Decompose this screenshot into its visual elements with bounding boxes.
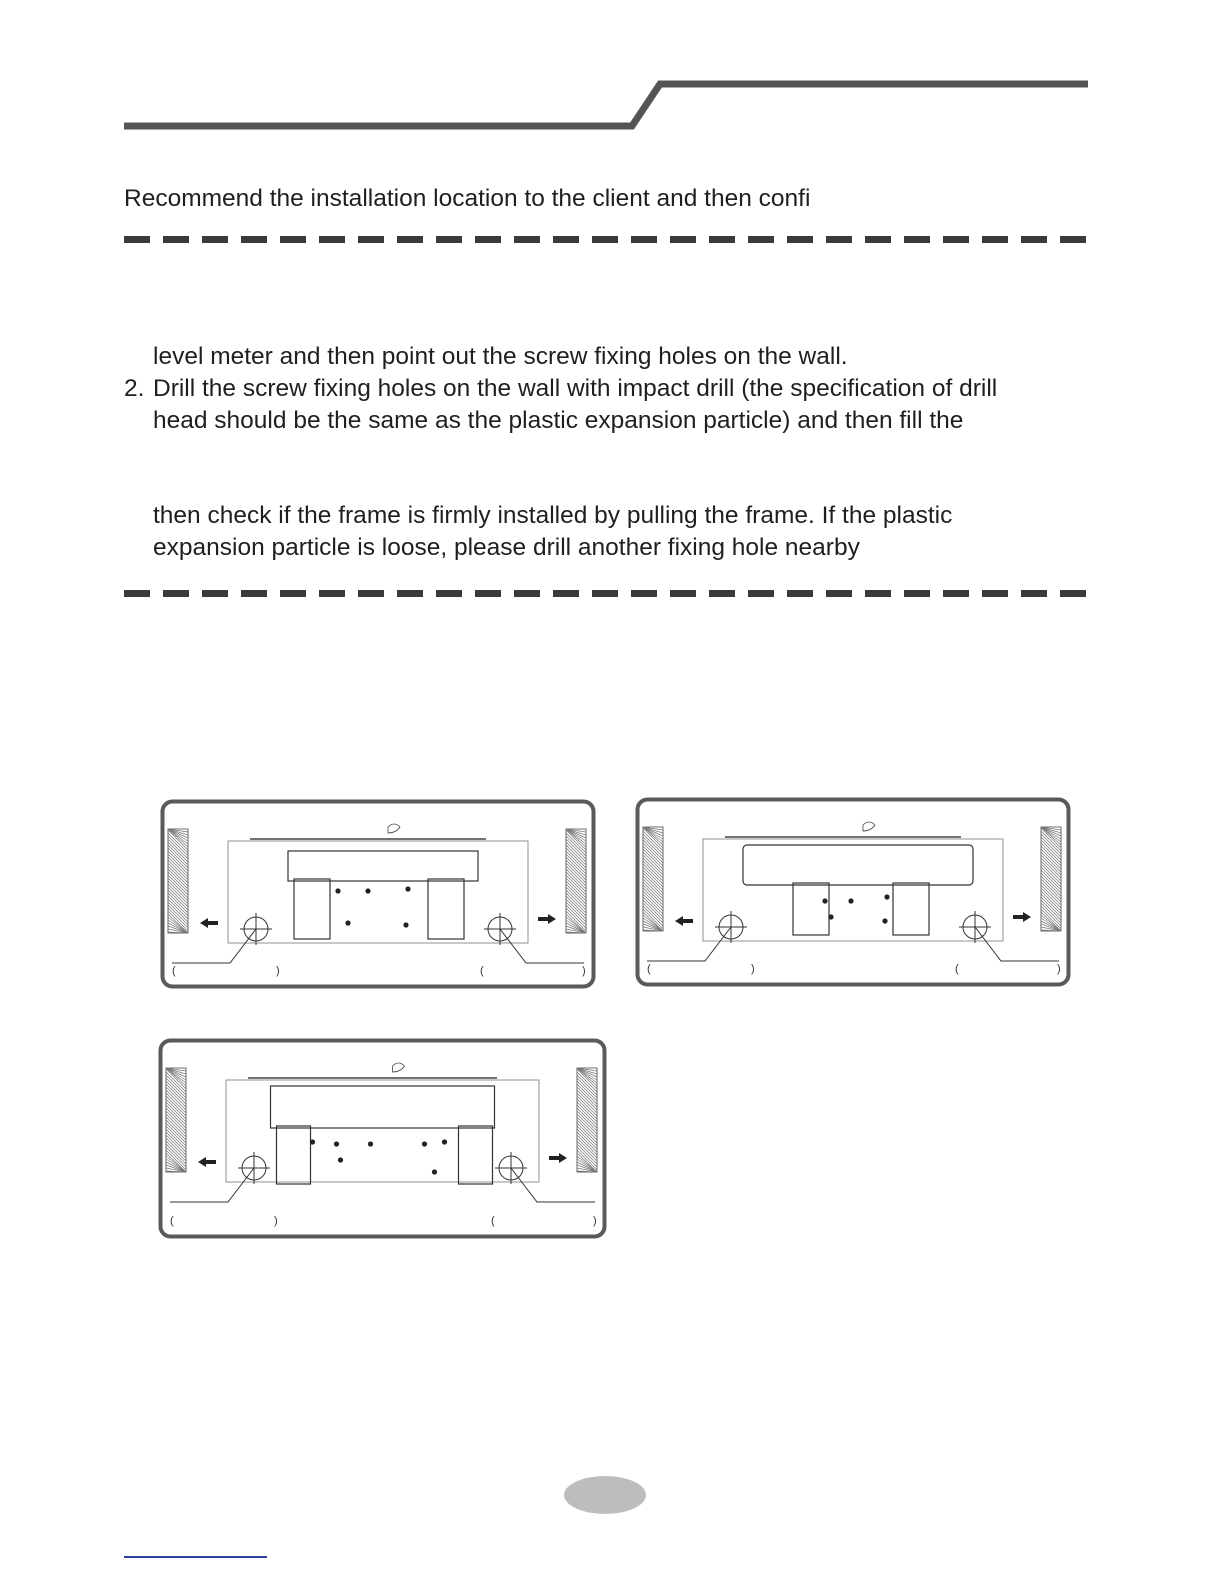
screw-point bbox=[828, 914, 833, 919]
screw-point bbox=[403, 922, 408, 927]
bracket-mark: ) bbox=[751, 963, 755, 975]
screw-point bbox=[334, 1141, 339, 1146]
bracket-mark: ) bbox=[274, 1215, 278, 1227]
screw-point bbox=[368, 1141, 373, 1146]
screw-point bbox=[365, 888, 370, 893]
bracket-mark: ) bbox=[1057, 963, 1061, 975]
figure-frame bbox=[163, 802, 594, 987]
screw-point bbox=[338, 1157, 343, 1162]
bracket-mark: ) bbox=[276, 965, 280, 977]
screw-point bbox=[442, 1139, 447, 1144]
step-line-2 bbox=[124, 373, 997, 405]
screw-point bbox=[335, 888, 340, 893]
figure-frame bbox=[638, 800, 1069, 985]
step-line-3 bbox=[124, 405, 963, 437]
bracket-mark: ( bbox=[491, 1215, 495, 1227]
screw-point bbox=[432, 1169, 437, 1174]
bracket-mark: ( bbox=[647, 963, 651, 975]
page-number-badge bbox=[564, 1476, 646, 1514]
step-text: then check if the frame is firmly installed by pulling the frame. If the plastic bbox=[153, 502, 953, 529]
bracket-mark: ( bbox=[170, 1215, 174, 1227]
step-number: 2. bbox=[124, 375, 145, 402]
installation-figure-2 bbox=[635, 797, 1071, 987]
installation-figure-3 bbox=[158, 1038, 607, 1239]
header-rule bbox=[0, 0, 1224, 140]
bracket-mark: ) bbox=[593, 1215, 597, 1227]
step-text: head should be the same as the plastic expansion particle) and then fill the bbox=[153, 407, 964, 434]
step-text: expansion particle is loose, please drill another fixing hole nearby bbox=[153, 534, 860, 561]
screw-point bbox=[422, 1141, 427, 1146]
figure-frame bbox=[161, 1041, 605, 1237]
divider-top bbox=[124, 236, 1088, 243]
screw-point bbox=[345, 920, 350, 925]
footer-link-underline[interactable] bbox=[124, 1556, 267, 1558]
divider-bottom bbox=[124, 590, 1088, 597]
step-line-5 bbox=[124, 532, 860, 564]
intro-line: Recommend the installation location to the client and then confi bbox=[124, 185, 811, 212]
screw-point bbox=[822, 898, 827, 903]
step-text: level meter and then point out the screw fixing holes on the wall. bbox=[153, 343, 848, 370]
bracket-mark: ) bbox=[582, 965, 586, 977]
screw-point bbox=[405, 886, 410, 891]
bracket-mark: ( bbox=[480, 965, 484, 977]
screw-point bbox=[882, 918, 887, 923]
screw-point bbox=[310, 1139, 315, 1144]
bracket-mark: ( bbox=[955, 963, 959, 975]
step-line-1 bbox=[124, 341, 848, 373]
screw-point bbox=[884, 894, 889, 899]
bracket-mark: ( bbox=[172, 965, 176, 977]
screw-point bbox=[848, 898, 853, 903]
step-line-4 bbox=[124, 500, 952, 532]
installation-figure-1 bbox=[160, 799, 596, 989]
step-text: Drill the screw fixing holes on the wall with impact drill (the specification of drill bbox=[153, 375, 998, 402]
